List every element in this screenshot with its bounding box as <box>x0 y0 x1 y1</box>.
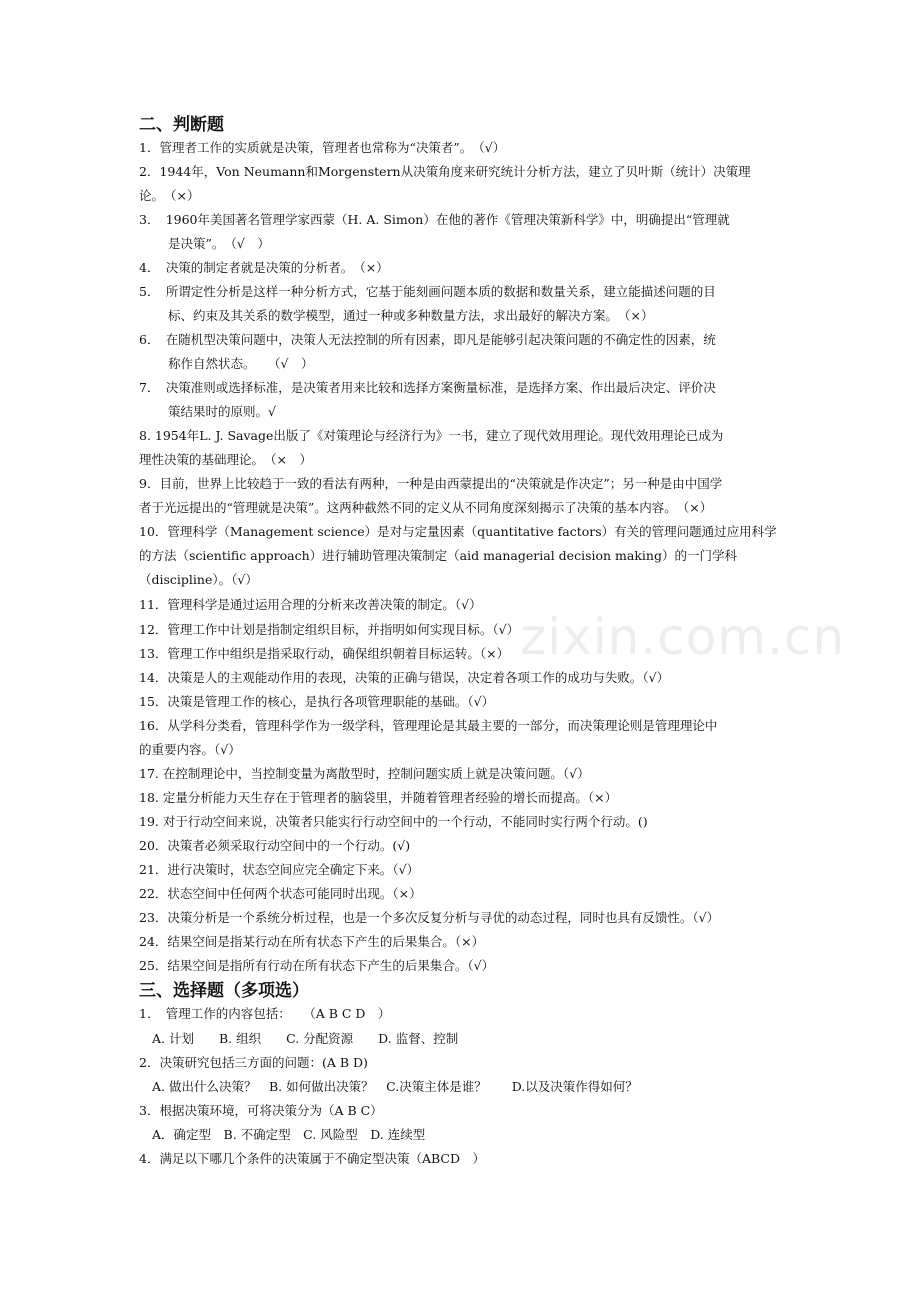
section2-line: 的方法（scientific approach）进行辅助管理决策制定（aid managerial decision making）的一门学科 <box>139 548 737 563</box>
watermark: zixin.com.cn <box>520 608 846 666</box>
section2-line: 24．结果空间是指某行动在所有状态下产生的后果集合。（×） <box>139 934 485 949</box>
section2-line: 1．管理者工作的实质就是决策，管理者也常称为“决策者”。 （√） <box>139 140 506 155</box>
section2-line: 论。 （×） <box>139 188 200 203</box>
section2-line: 19. 对于行动空间来说，决策者只能实行行动空间中的一个行动，不能同时实行两个行动。() <box>139 814 648 829</box>
section2-line: 7． 决策准则或选择标准，是决策者用来比较和选择方案衡量标准，是选择方案、作出最后决定、评价决 <box>139 380 716 395</box>
section2-line: 是决策”。 （√ ） <box>168 236 270 251</box>
section3-line: 4．满足以下哪几个条件的决策属于不确定型决策（ABCD ） <box>139 1151 485 1166</box>
section2-line: 8. 1954年L. J. Savage出版了《对策理论与经济行为》一书，建立了现代效用理论。现代效用理论已成为 <box>139 428 724 443</box>
section2-line: 12．管理工作中计划是指制定组织目标，并指明如何实现目标。（√） <box>139 622 520 637</box>
section3-line: 1． 管理工作的内容包括： （A B C D ） <box>139 1006 391 1021</box>
section2-line: 标、约束及其关系的数学模型，通过一种或多种数量方法，求出最好的解决方案。 （×） <box>168 308 654 323</box>
section2-line: 9．目前，世界上比较趋于一致的看法有两种，一种是由西蒙提出的“决策就是作决定”；另一种是由中国学 <box>139 476 723 491</box>
section2-line: 16．从学科分类看，管理科学作为一级学科，管理理论是其最主要的一部分，而决策理论则是管理理论中 <box>139 718 718 733</box>
section2-line: 4． 决策的制定者就是决策的分析者。 （×） <box>139 260 389 275</box>
section3-line: A．确定型 B. 不确定型 C. 风险型 D. 连续型 <box>152 1127 426 1142</box>
section2-heading: 二、判断题 <box>139 115 224 135</box>
section3-line: 3．根据决策环境，可将决策分为（A B C） <box>139 1103 383 1118</box>
section2-line: 称作自然状态。 （√ ） <box>168 356 314 371</box>
section2-line: 10．管理科学（Management science）是对与定量因素（quantitative factors）有关的管理问题通过应用科学 <box>139 524 777 539</box>
section2-line: （discipline）。（√） <box>139 572 258 587</box>
section2-line: 者于光远提出的“管理就是决策”。这两种截然不同的定义从不同角度深刻揭示了决策的基本内容。 （×） <box>139 500 713 515</box>
section2-line: 策结果时的原则。√ <box>168 404 276 419</box>
section2-line: 18. 定量分析能力天生存在于管理者的脑袋里，并随着管理者经验的增长而提高。（×） <box>139 790 618 805</box>
section2-line: 11．管理科学是通过运用合理的分析来改善决策的制定。（√） <box>139 597 482 612</box>
section3-heading: 三、选择题（多项选） <box>139 981 309 1001</box>
section2-line: 20．决策者必须采取行动空间中的一个行动。(√) <box>139 838 411 853</box>
section2-line: 17. 在控制理论中，当控制变量为离散型时，控制问题实质上就是决策问题。（√） <box>139 766 590 781</box>
section2-line: 5． 所谓定性分析是这样一种分析方式，它基于能刻画问题本质的数据和数量关系，建立能描述问题的目 <box>139 284 716 299</box>
section2-line: 13．管理工作中组织是指采取行动，确保组织朝着目标运转。（×） <box>139 646 510 661</box>
section3-line: 2．决策研究包括三方面的问题：(A B D) <box>139 1055 368 1070</box>
section2-line: 6． 在随机型决策问题中，决策人无法控制的所有因素，即凡是能够引起决策问题的不确定性的因素，统 <box>139 332 716 347</box>
section2-line: 3． 1960年美国著名管理学家西蒙（H. A. Simon）在他的著作《管理决策新科学》中，明确提出“管理就 <box>139 212 730 227</box>
section3-line: A. 计划 B. 组织 C. 分配资源 D. 监督、控制 <box>152 1031 459 1046</box>
section2-line: 15．决策是管理工作的核心，是执行各项管理职能的基础。（√） <box>139 694 495 709</box>
section2-line: 22．状态空间中任何两个状态可能同时出现。（×） <box>139 886 422 901</box>
section2-line: 的重要内容。（√） <box>139 742 241 757</box>
section2-line: 21．进行决策时，状态空间应完全确定下来。（√） <box>139 862 420 877</box>
section3-line: A. 做出什么决策？ B. 如何做出决策？ C.决策主体是谁？ D.以及决策作得如何？ <box>152 1079 638 1094</box>
section2-line: 2．1944年，Von Neumann和Morgenstern从决策角度来研究统计分析方法，建立了贝叶斯（统计）决策理 <box>139 164 751 179</box>
section2-line: 23．决策分析是一个系统分析过程，也是一个多次反复分析与寻优的动态过程，同时也具有反馈性。（√） <box>139 910 720 925</box>
section2-line: 25．结果空间是指所有行动在所有状态下产生的后果集合。（√） <box>139 958 495 973</box>
section2-line: 理性决策的基础理论。 （× ） <box>139 452 312 467</box>
section2-line: 14．决策是人的主观能动作用的表现，决策的正确与错误，决定着各项工作的成功与失败。（√） <box>139 670 670 685</box>
